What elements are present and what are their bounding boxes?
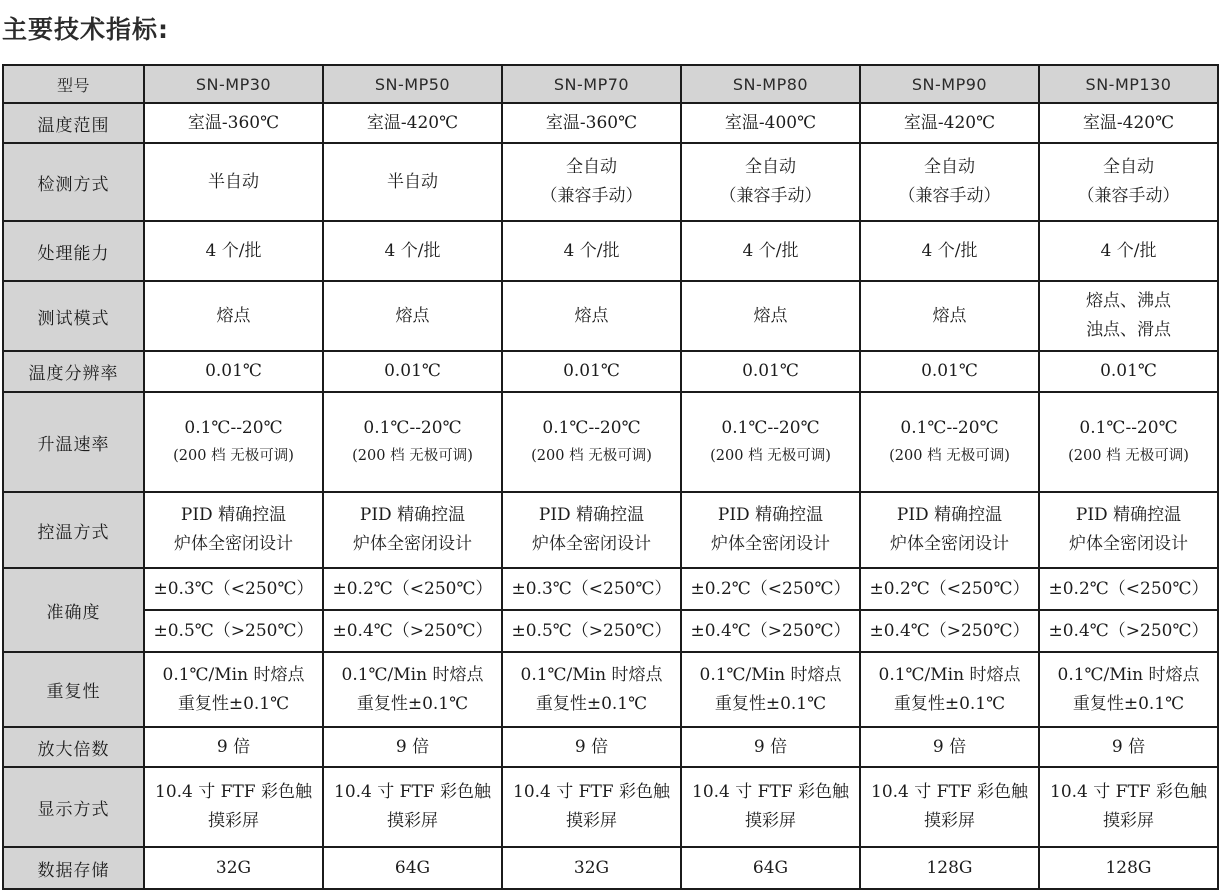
row-label: 测试模式 [3, 281, 144, 351]
spec-cell [681, 568, 860, 610]
spec-cell-line: (200 档 无极可调) [1068, 447, 1189, 464]
spec-cell-line: 64G [394, 857, 431, 878]
header-row [3, 65, 1218, 103]
spec-cell [502, 143, 681, 221]
table-row [3, 103, 1218, 143]
spec-cell-line: ±0.3℃（<250℃） [511, 578, 672, 599]
spec-cell-line: 9 倍 [216, 736, 251, 757]
table-row [3, 143, 1218, 221]
spec-cell [502, 103, 681, 143]
spec-cell-line: 0.01℃ [742, 361, 799, 382]
spec-cell [144, 652, 323, 727]
row-label: 数据存储 [3, 847, 144, 889]
spec-cell-line: （兼容手动） [540, 186, 643, 206]
spec-cell-line: 0.01℃ [1100, 361, 1157, 382]
spec-cell [1039, 351, 1218, 392]
spec-cell [502, 568, 681, 610]
spec-cell-line: 10.4 寸 FTF 彩色触 [155, 782, 312, 803]
spec-cell [502, 652, 681, 727]
spec-cell-line: 4 个/批 [384, 240, 441, 261]
spec-cell-line: ±0.2℃（<250℃） [690, 578, 851, 599]
row-label: 处理能力 [3, 221, 144, 281]
spec-cell [860, 610, 1039, 652]
spec-cell [860, 351, 1039, 392]
spec-cell-line: 0.01℃ [563, 361, 620, 382]
spec-cell-line: (200 档 无极可调) [710, 447, 831, 464]
spec-table [2, 64, 1219, 890]
spec-cell-line: 32G [573, 857, 610, 878]
row-label: 温度范围 [3, 103, 144, 143]
spec-cell [144, 847, 323, 889]
spec-cell-line: 全自动 [924, 157, 975, 178]
spec-cell [323, 281, 502, 351]
spec-cell [860, 221, 1039, 281]
spec-cell [323, 767, 502, 847]
spec-cell-line: 室温-420℃ [903, 112, 996, 133]
spec-cell-line: 0.01℃ [205, 361, 262, 382]
model-header: SN-MP70 [502, 65, 681, 103]
spec-cell-line: 128G [1105, 857, 1152, 878]
spec-cell-line: 重复性±0.1℃ [714, 693, 827, 714]
spec-cell-line: 炉体全密闭设计 [174, 534, 293, 554]
model-header: SN-MP80 [681, 65, 860, 103]
spec-cell-line: PID 精确控温 [180, 505, 287, 526]
spec-cell [860, 392, 1039, 492]
row-label: 检测方式 [3, 143, 144, 221]
spec-cell [323, 727, 502, 767]
spec-cell-line: 室温-400℃ [724, 112, 817, 133]
model-header: SN-MP50 [323, 65, 502, 103]
spec-cell-line: 0.1℃/Min 时熔点 [341, 664, 484, 685]
spec-cell-line: PID 精确控温 [717, 505, 824, 526]
corner-header-model: 型号 [3, 65, 144, 103]
spec-cell-line: 半自动 [208, 171, 259, 192]
spec-cell [502, 847, 681, 889]
table-row [3, 610, 1218, 652]
spec-cell [144, 727, 323, 767]
spec-cell-line: 炉体全密闭设计 [353, 534, 472, 554]
spec-cell-line: 0.1℃/Min 时熔点 [162, 664, 305, 685]
spec-cell-line: 重复性±0.1℃ [893, 693, 1006, 714]
spec-cell-line: 0.1℃/Min 时熔点 [878, 664, 1021, 685]
spec-cell [860, 727, 1039, 767]
spec-cell-line: 10.4 寸 FTF 彩色触 [1050, 782, 1207, 803]
spec-cell [681, 103, 860, 143]
spec-cell [323, 103, 502, 143]
spec-cell-line: ±0.5℃（>250℃） [153, 620, 314, 641]
spec-cell-line: ±0.2℃（<250℃） [332, 578, 493, 599]
spec-cell-line: 全自动 [1103, 157, 1154, 178]
spec-cell-line: 熔点 [395, 305, 430, 326]
table-row [3, 652, 1218, 727]
spec-cell [860, 103, 1039, 143]
spec-cell-line: 浊点、滑点 [1086, 320, 1171, 340]
model-header: SN-MP130 [1039, 65, 1218, 103]
spec-cell-line: 摸彩屏 [387, 811, 438, 831]
spec-cell-line: (200 档 无极可调) [173, 447, 294, 464]
spec-cell-line: 0.1℃--20℃ [363, 417, 462, 438]
spec-cell-line: 9 倍 [932, 736, 967, 757]
spec-cell-line: 室温-420℃ [1082, 112, 1175, 133]
spec-cell [323, 568, 502, 610]
spec-cell-line: ±0.5℃（>250℃） [511, 620, 672, 641]
spec-cell-line: 9 倍 [1111, 736, 1146, 757]
spec-cell [1039, 767, 1218, 847]
spec-cell-line: 4 个/批 [563, 240, 620, 261]
spec-cell-line: 0.1℃--20℃ [184, 417, 283, 438]
table-row [3, 281, 1218, 351]
spec-cell-line: ±0.2℃（<250℃） [1048, 578, 1209, 599]
table-row [3, 351, 1218, 392]
spec-cell-line: ±0.3℃（<250℃） [153, 578, 314, 599]
spec-cell-line: 64G [752, 857, 789, 878]
spec-cell [681, 767, 860, 847]
spec-cell [681, 392, 860, 492]
spec-cell [860, 281, 1039, 351]
spec-cell [502, 610, 681, 652]
spec-cell-line: 全自动 [566, 157, 617, 178]
spec-cell-line: 熔点 [216, 305, 251, 326]
spec-cell [1039, 492, 1218, 568]
page-title: 主要技术指标: [2, 15, 169, 44]
spec-cell-line: 重复性±0.1℃ [356, 693, 469, 714]
spec-cell-line: 室温-360℃ [545, 112, 638, 133]
spec-cell-line: 4 个/批 [742, 240, 799, 261]
spec-cell-line: 半自动 [387, 171, 438, 192]
spec-cell-line: ±0.4℃（>250℃） [869, 620, 1030, 641]
table-row [3, 392, 1218, 492]
spec-cell-line: 0.1℃--20℃ [900, 417, 999, 438]
row-label: 显示方式 [3, 767, 144, 847]
spec-cell [502, 727, 681, 767]
spec-cell-line: 重复性±0.1℃ [535, 693, 648, 714]
spec-cell-line: 熔点 [932, 305, 967, 326]
spec-cell [1039, 610, 1218, 652]
spec-cell-line: 摸彩屏 [1103, 811, 1154, 831]
spec-cell [144, 351, 323, 392]
spec-cell-line: ±0.2℃（<250℃） [869, 578, 1030, 599]
table-row [3, 847, 1218, 889]
spec-cell-line: (200 档 无极可调) [889, 447, 1010, 464]
spec-cell [323, 351, 502, 392]
spec-cell [1039, 727, 1218, 767]
spec-cell [860, 767, 1039, 847]
table-row [3, 727, 1218, 767]
spec-cell-line: (200 档 无极可调) [352, 447, 473, 464]
spec-cell-line: 128G [926, 857, 973, 878]
row-label: 重复性 [3, 652, 144, 727]
spec-cell-line: PID 精确控温 [359, 505, 466, 526]
spec-cell-line: 熔点、沸点 [1086, 291, 1171, 312]
model-header: SN-MP30 [144, 65, 323, 103]
spec-cell [860, 492, 1039, 568]
spec-cell-line: 4 个/批 [1100, 240, 1157, 261]
spec-cell-line: 4 个/批 [921, 240, 978, 261]
table-row [3, 221, 1218, 281]
spec-cell-line: 摸彩屏 [924, 811, 975, 831]
spec-cell [144, 492, 323, 568]
spec-cell-line: 重复性±0.1℃ [177, 693, 290, 714]
model-header: SN-MP90 [860, 65, 1039, 103]
spec-cell-line: 0.1℃/Min 时熔点 [520, 664, 663, 685]
spec-cell-line: 摸彩屏 [566, 811, 617, 831]
spec-cell [1039, 103, 1218, 143]
spec-cell-line: PID 精确控温 [538, 505, 645, 526]
spec-cell [681, 351, 860, 392]
spec-cell-line: 9 倍 [574, 736, 609, 757]
spec-cell-line: 炉体全密闭设计 [532, 534, 651, 554]
spec-cell-line: ±0.4℃（>250℃） [690, 620, 851, 641]
spec-cell-line: 熔点 [753, 305, 788, 326]
spec-cell-line: （兼容手动） [898, 186, 1001, 206]
spec-cell [323, 392, 502, 492]
spec-cell [144, 221, 323, 281]
row-label: 升温速率 [3, 392, 144, 492]
spec-cell [1039, 281, 1218, 351]
spec-cell-line: 0.01℃ [384, 361, 441, 382]
spec-cell [860, 143, 1039, 221]
spec-cell [1039, 847, 1218, 889]
spec-cell [323, 221, 502, 281]
spec-cell [681, 847, 860, 889]
spec-cell [144, 392, 323, 492]
spec-cell [681, 221, 860, 281]
spec-cell [681, 492, 860, 568]
spec-cell-line: 室温-420℃ [366, 112, 459, 133]
spec-cell [323, 847, 502, 889]
spec-cell [502, 492, 681, 568]
row-label: 控温方式 [3, 492, 144, 568]
spec-cell-line: 0.1℃--20℃ [721, 417, 820, 438]
spec-cell [1039, 568, 1218, 610]
spec-cell-line: 32G [215, 857, 252, 878]
spec-cell-line: 0.01℃ [921, 361, 978, 382]
spec-cell [681, 610, 860, 652]
spec-cell-line: 0.1℃--20℃ [1079, 417, 1178, 438]
spec-cell [860, 847, 1039, 889]
spec-cell-line: ±0.4℃（>250℃） [332, 620, 493, 641]
spec-cell-line: 10.4 寸 FTF 彩色触 [871, 782, 1028, 803]
table-row [3, 767, 1218, 847]
spec-cell [681, 727, 860, 767]
spec-cell [144, 610, 323, 652]
table-row [3, 492, 1218, 568]
spec-cell [144, 143, 323, 221]
spec-cell [323, 143, 502, 221]
spec-cell [502, 392, 681, 492]
spec-cell-line: 炉体全密闭设计 [1069, 534, 1188, 554]
spec-cell-line: 10.4 寸 FTF 彩色触 [334, 782, 491, 803]
spec-cell [681, 143, 860, 221]
row-label: 准确度 [3, 568, 144, 652]
spec-cell [860, 568, 1039, 610]
spec-table-body [3, 103, 1218, 889]
spec-cell-line: 9 倍 [753, 736, 788, 757]
row-label: 放大倍数 [3, 727, 144, 767]
spec-cell [1039, 652, 1218, 727]
spec-cell [1039, 143, 1218, 221]
spec-cell-line: 0.1℃--20℃ [542, 417, 641, 438]
spec-cell-line: 0.1℃/Min 时熔点 [1057, 664, 1200, 685]
spec-cell-line: 摸彩屏 [208, 811, 259, 831]
spec-cell [502, 351, 681, 392]
spec-cell-line: 0.1℃/Min 时熔点 [699, 664, 842, 685]
spec-cell [1039, 221, 1218, 281]
spec-cell [681, 281, 860, 351]
spec-cell-line: 10.4 寸 FTF 彩色触 [692, 782, 849, 803]
spec-cell [502, 281, 681, 351]
spec-cell [323, 652, 502, 727]
spec-cell [502, 221, 681, 281]
spec-cell-line: 4 个/批 [205, 240, 262, 261]
spec-cell-line: 全自动 [745, 157, 796, 178]
table-row [3, 568, 1218, 610]
spec-cell [323, 492, 502, 568]
row-label: 温度分辨率 [3, 351, 144, 392]
spec-cell-line: 9 倍 [395, 736, 430, 757]
spec-cell [502, 767, 681, 847]
spec-cell-line: PID 精确控温 [896, 505, 1003, 526]
spec-cell-line: 炉体全密闭设计 [890, 534, 1009, 554]
spec-cell-line: 10.4 寸 FTF 彩色触 [513, 782, 670, 803]
spec-cell-line: 熔点 [574, 305, 609, 326]
spec-cell [860, 652, 1039, 727]
spec-cell [144, 281, 323, 351]
spec-cell-line: 室温-360℃ [187, 112, 280, 133]
spec-cell-line: 重复性±0.1℃ [1072, 693, 1185, 714]
spec-cell-line: (200 档 无极可调) [531, 447, 652, 464]
spec-cell [1039, 392, 1218, 492]
spec-cell-line: （兼容手动） [1077, 186, 1180, 206]
spec-cell-line: ±0.4℃（>250℃） [1048, 620, 1209, 641]
spec-cell [144, 103, 323, 143]
spec-cell-line: （兼容手动） [719, 186, 822, 206]
spec-cell-line: 炉体全密闭设计 [711, 534, 830, 554]
spec-cell [144, 568, 323, 610]
spec-cell-line: 摸彩屏 [745, 811, 796, 831]
spec-cell [323, 610, 502, 652]
spec-cell [681, 652, 860, 727]
spec-cell [144, 767, 323, 847]
spec-cell-line: PID 精确控温 [1075, 505, 1182, 526]
